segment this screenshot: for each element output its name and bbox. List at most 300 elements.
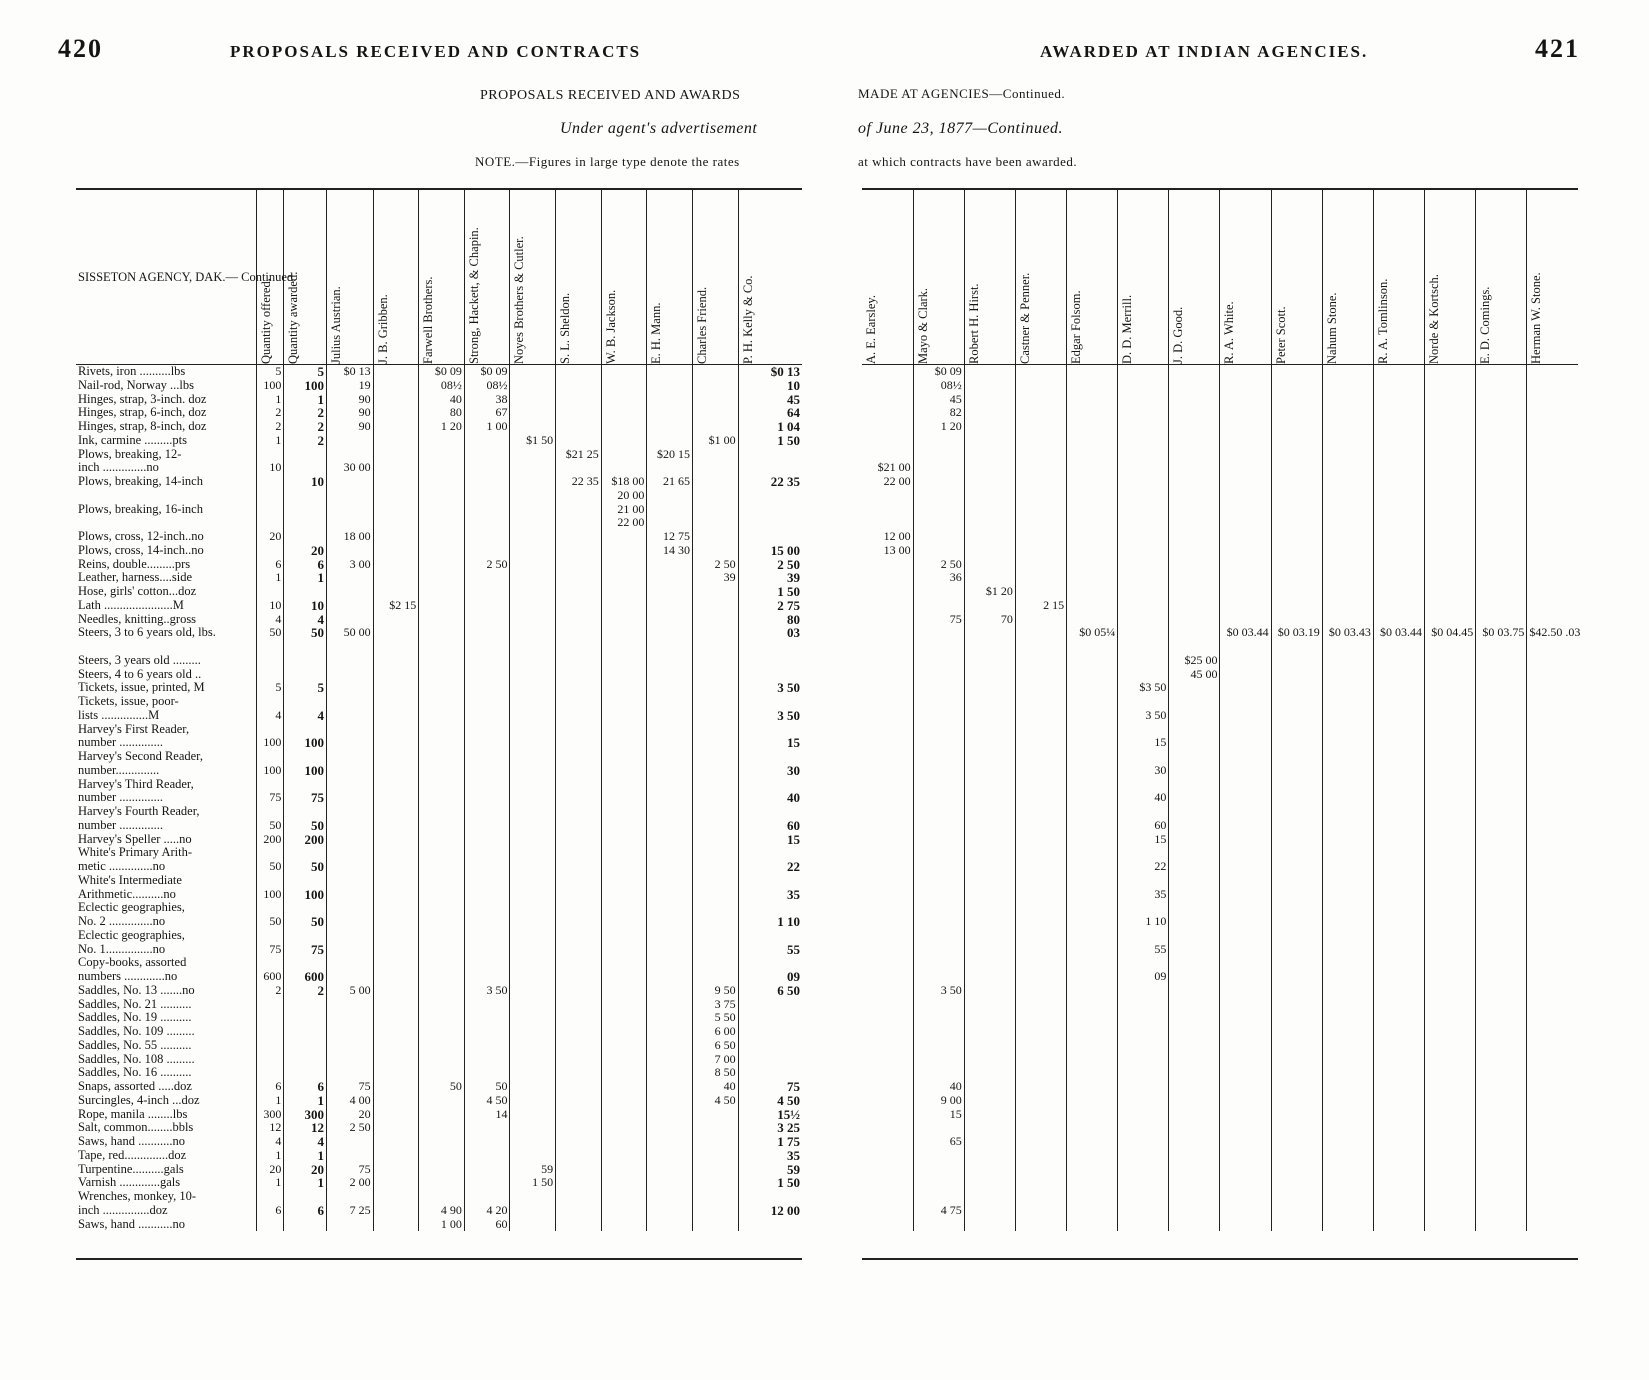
table-cell [1067,819,1118,833]
table-cell [419,791,465,805]
table-row [76,723,802,737]
table-cell [1220,874,1271,888]
table-cell [556,1204,602,1218]
table-cell: 08½ [913,379,964,393]
table-cell [1220,984,1271,998]
table-cell [1015,613,1066,627]
table-cell: $0 03.44 [1220,626,1271,640]
table-cell [738,489,802,503]
table-cell [464,489,510,503]
table-cell [1373,1149,1424,1163]
table-cell [1067,434,1118,448]
table-cell [1271,929,1322,943]
table-cell [1425,1053,1476,1067]
table-cell [1476,1108,1527,1122]
table-cell [419,475,465,489]
table-cell [1373,805,1424,819]
table-cell [862,1053,913,1067]
table-cell [647,1039,693,1053]
table-cell [1527,654,1578,668]
table-cell: $1 50 [510,434,556,448]
table-cell [1015,668,1066,682]
table-cell [1067,943,1118,957]
table-cell [373,736,419,750]
table-cell [1373,833,1424,847]
item-name [76,640,256,654]
table-cell [464,1025,510,1039]
table-cell [1373,1108,1424,1122]
table-row [76,681,802,695]
table-cell [1067,860,1118,874]
table-cell [862,791,913,805]
table-row [862,874,1578,888]
table-cell [1527,943,1578,957]
item-name: Tickets, issue, printed, M [78,680,205,695]
table-cell [1271,585,1322,599]
table-cell [1271,668,1322,682]
table-cell [556,833,602,847]
right-bottom-rule [862,1258,1578,1260]
table-cell [1015,654,1066,668]
table-cell [284,1053,327,1067]
column-header-label: Herman W. Stone. [1529,272,1544,364]
table-cell [1527,1039,1578,1053]
table-row [862,1066,1578,1080]
table-cell [692,860,738,874]
table-cell: 75 [913,613,964,627]
table-cell [1476,530,1527,544]
table-cell [1425,791,1476,805]
table-cell [464,764,510,778]
table-cell [738,1039,802,1053]
table-cell: 50 [464,1080,510,1094]
table-cell [1169,1094,1220,1108]
table-cell [1476,1149,1527,1163]
table-cell [964,984,1015,998]
table-cell [1220,365,1271,379]
table-cell [1425,929,1476,943]
item-name: White's Intermediate [78,872,182,887]
table-cell: 75 [256,943,283,957]
item-name: Saddles, No. 109 ......... [78,1024,195,1038]
table-cell [1015,984,1066,998]
table-cell [964,489,1015,503]
table-cell [738,1011,802,1025]
table-cell: 75 [326,1163,373,1177]
left-column-header [510,190,556,365]
item-name: Nail-rod, Norway ...lbs [78,377,194,392]
table-cell [964,943,1015,957]
table-cell [738,654,802,668]
table-cell [1322,764,1373,778]
table-cell [1271,943,1322,957]
table-cell [1373,544,1424,558]
table-cell: 15½ [738,1108,802,1122]
table-cell [1322,984,1373,998]
table-cell [1220,1135,1271,1149]
table-cell [1220,888,1271,902]
table-cell [738,1025,802,1039]
item-name: metic ..............no [78,859,166,873]
table-cell: 75 [326,1080,373,1094]
table-cell [556,1218,602,1232]
table-cell [862,585,913,599]
item-name: number .............. [78,735,164,750]
table-cell [1476,448,1527,462]
table-row [76,393,802,407]
table-cell [1527,1053,1578,1067]
table-cell [1322,393,1373,407]
table-cell [556,1190,602,1204]
table-cell [419,929,465,943]
table-cell [419,558,465,572]
table-cell [1527,475,1578,489]
table-cell [419,956,465,970]
table-cell [692,1108,738,1122]
table-cell [1220,791,1271,805]
table-cell [326,544,373,558]
table-cell: 09 [738,970,802,984]
table-cell [1322,1053,1373,1067]
table-cell [556,984,602,998]
table-row [862,833,1578,847]
table-cell [1425,489,1476,503]
table-cell [1169,888,1220,902]
table-cell [1425,736,1476,750]
table-cell [1476,1053,1527,1067]
table-cell [1271,599,1322,613]
table-cell [326,901,373,915]
table-cell [913,681,964,695]
table-cell [862,489,913,503]
table-cell [1476,1176,1527,1190]
table-cell [1527,888,1578,902]
table-cell [1220,1025,1271,1039]
table-cell [1527,791,1578,805]
table-row [76,379,802,393]
table-cell [692,1190,738,1204]
table-cell [556,750,602,764]
right-column-header [913,190,964,365]
table-cell: 7 25 [326,1204,373,1218]
table-cell [1118,1039,1169,1053]
table-cell [1118,1149,1169,1163]
table-cell [326,778,373,792]
table-cell [1527,833,1578,847]
table-cell [556,1108,602,1122]
table-cell: 100 [284,888,327,902]
table-cell: 10 [738,379,802,393]
table-cell [964,668,1015,682]
table-cell [1425,516,1476,530]
table-cell [1220,915,1271,929]
table-cell [1118,1218,1169,1232]
table-cell [1527,1121,1578,1135]
table-cell [1425,599,1476,613]
table-cell [256,668,283,682]
table-cell [964,640,1015,654]
table-cell [1476,406,1527,420]
table-cell [464,750,510,764]
table-cell [284,723,327,737]
table-cell [373,1053,419,1067]
table-cell [692,379,738,393]
table-row [76,1053,802,1067]
table-cell [1118,365,1169,379]
table-cell: 1 [256,1176,283,1190]
table-cell [1373,1204,1424,1218]
table-cell [913,434,964,448]
table-cell [326,1039,373,1053]
table-row [76,365,802,379]
table-cell: 09 [1118,970,1169,984]
table-cell [1476,668,1527,682]
table-cell [862,365,913,379]
table-cell [1169,1053,1220,1067]
table-cell [1527,970,1578,984]
table-row [76,1218,802,1232]
table-cell [1322,846,1373,860]
table-cell: 1 75 [738,1135,802,1149]
table-cell [1322,956,1373,970]
table-cell [510,613,556,627]
table-cell: 59 [510,1163,556,1177]
table-cell: 50 [256,819,283,833]
table-cell [1373,530,1424,544]
table-cell [510,970,556,984]
table-cell [601,640,647,654]
table-cell [1169,613,1220,627]
table-cell [556,860,602,874]
table-cell [1527,420,1578,434]
table-cell [556,736,602,750]
table-cell [1271,709,1322,723]
table-cell [647,1121,693,1135]
item-name: numbers .............no [78,969,178,983]
table-cell [1425,1039,1476,1053]
table-cell [1373,599,1424,613]
table-cell: 15 [1118,833,1169,847]
table-cell [1476,640,1527,654]
item-name: Needles, knitting..gross [78,611,197,626]
table-cell [1322,1163,1373,1177]
table-cell [601,1149,647,1163]
left-column-header [692,190,738,365]
table-cell [419,1135,465,1149]
table-cell [510,379,556,393]
table-cell [373,874,419,888]
table-cell [419,1011,465,1025]
table-cell [326,489,373,503]
table-cell [510,585,556,599]
table-cell [692,901,738,915]
table-cell [1425,530,1476,544]
left-bottom-rule [76,1258,802,1260]
table-cell: 50 00 [326,626,373,640]
table-cell [1527,1204,1578,1218]
table-cell [373,448,419,462]
table-cell [1169,461,1220,475]
table-row [76,1176,802,1190]
table-cell [1527,901,1578,915]
table-cell [510,475,556,489]
table-cell [1169,558,1220,572]
table-cell [1015,1149,1066,1163]
table-cell [1271,695,1322,709]
table-cell [647,599,693,613]
table-row [862,516,1578,530]
right-column-header [1067,190,1118,365]
table-cell [510,778,556,792]
right-column-header [862,190,913,365]
right-page-number: 421 [1535,34,1580,63]
table-cell [556,998,602,1012]
table-cell [913,915,964,929]
table-cell [1476,709,1527,723]
table-cell [373,709,419,723]
table-cell [1118,846,1169,860]
table-cell [647,736,693,750]
table-cell [326,1025,373,1039]
table-cell [284,668,327,682]
table-cell [964,846,1015,860]
table-cell [647,888,693,902]
table-cell [1220,544,1271,558]
table-cell [601,709,647,723]
table-cell [1527,393,1578,407]
table-cell [1220,379,1271,393]
table-cell [862,571,913,585]
table-cell [1015,1176,1066,1190]
table-cell [419,544,465,558]
table-cell [1373,943,1424,957]
table-cell [738,723,802,737]
table-cell [256,1039,283,1053]
table-cell [862,750,913,764]
table-cell [510,874,556,888]
table-cell [1169,434,1220,448]
right-column-header [1476,190,1527,365]
table-cell [1476,434,1527,448]
table-cell [1169,764,1220,778]
table-cell [913,544,964,558]
table-cell [419,901,465,915]
table-cell [1015,943,1066,957]
table-cell [373,723,419,737]
table-cell [913,764,964,778]
table-row [76,640,802,654]
table-cell [1527,406,1578,420]
table-cell [738,956,802,970]
table-cell [1476,1094,1527,1108]
table-cell [326,764,373,778]
table-cell [964,654,1015,668]
table-cell [964,709,1015,723]
table-cell [964,1176,1015,1190]
item-name: Steers, 4 to 6 years old .. [78,666,202,681]
table-cell: 40 [692,1080,738,1094]
table-cell [1322,448,1373,462]
table-cell [1169,530,1220,544]
table-cell [1169,475,1220,489]
table-cell [692,1176,738,1190]
column-header-label: Edgar Folsom. [1069,290,1084,364]
table-cell [1476,393,1527,407]
table-cell [1067,640,1118,654]
table-cell [556,695,602,709]
table-cell: 30 00 [326,461,373,475]
table-cell [1169,778,1220,792]
table-cell [326,1218,373,1232]
table-cell [1322,1204,1373,1218]
table-cell [1527,530,1578,544]
table-cell [647,750,693,764]
table-cell [601,1039,647,1053]
table-cell [1425,365,1476,379]
table-cell [1271,956,1322,970]
table-cell [1373,970,1424,984]
table-cell: 1 50 [738,585,802,599]
column-header-label: R. A. Tomlinson. [1375,278,1390,364]
table-cell [556,626,602,640]
table-cell [1271,544,1322,558]
right-column-header [1527,190,1578,365]
table-cell [373,1094,419,1108]
table-cell [1271,888,1322,902]
table-cell [373,420,419,434]
table-cell [326,1149,373,1163]
table-cell [256,778,283,792]
table-cell [1425,750,1476,764]
table-cell [1527,860,1578,874]
table-cell [464,819,510,833]
table-cell: 30 [738,764,802,778]
right-title: MADE AT AGENCIES—Continued. [858,86,1066,101]
table-cell [1118,1135,1169,1149]
table-cell [692,695,738,709]
item-name: White's Primary Arith- [78,845,193,860]
table-cell [1373,901,1424,915]
table-cell [419,571,465,585]
table-cell [1015,970,1066,984]
left-column-header [284,190,327,365]
table-cell [1425,475,1476,489]
table-cell [1015,420,1066,434]
table-cell [419,1066,465,1080]
table-cell [647,489,693,503]
table-cell [556,1025,602,1039]
table-cell [862,915,913,929]
table-cell [1373,393,1424,407]
table-cell [1322,860,1373,874]
table-cell [1118,805,1169,819]
table-row [862,681,1578,695]
table-cell [1373,1011,1424,1025]
table-cell [862,1163,913,1177]
table-cell [1169,571,1220,585]
table-cell: 5 [256,681,283,695]
table-cell [913,1176,964,1190]
column-header-label: A. E. Earsley. [864,295,878,364]
table-cell [913,778,964,792]
item-name: Reins, double.........prs [78,556,191,571]
table-cell: 40 [1118,791,1169,805]
table-cell [1373,984,1424,998]
table-cell [1476,736,1527,750]
table-cell [1425,393,1476,407]
table-cell [373,640,419,654]
table-cell [256,846,283,860]
